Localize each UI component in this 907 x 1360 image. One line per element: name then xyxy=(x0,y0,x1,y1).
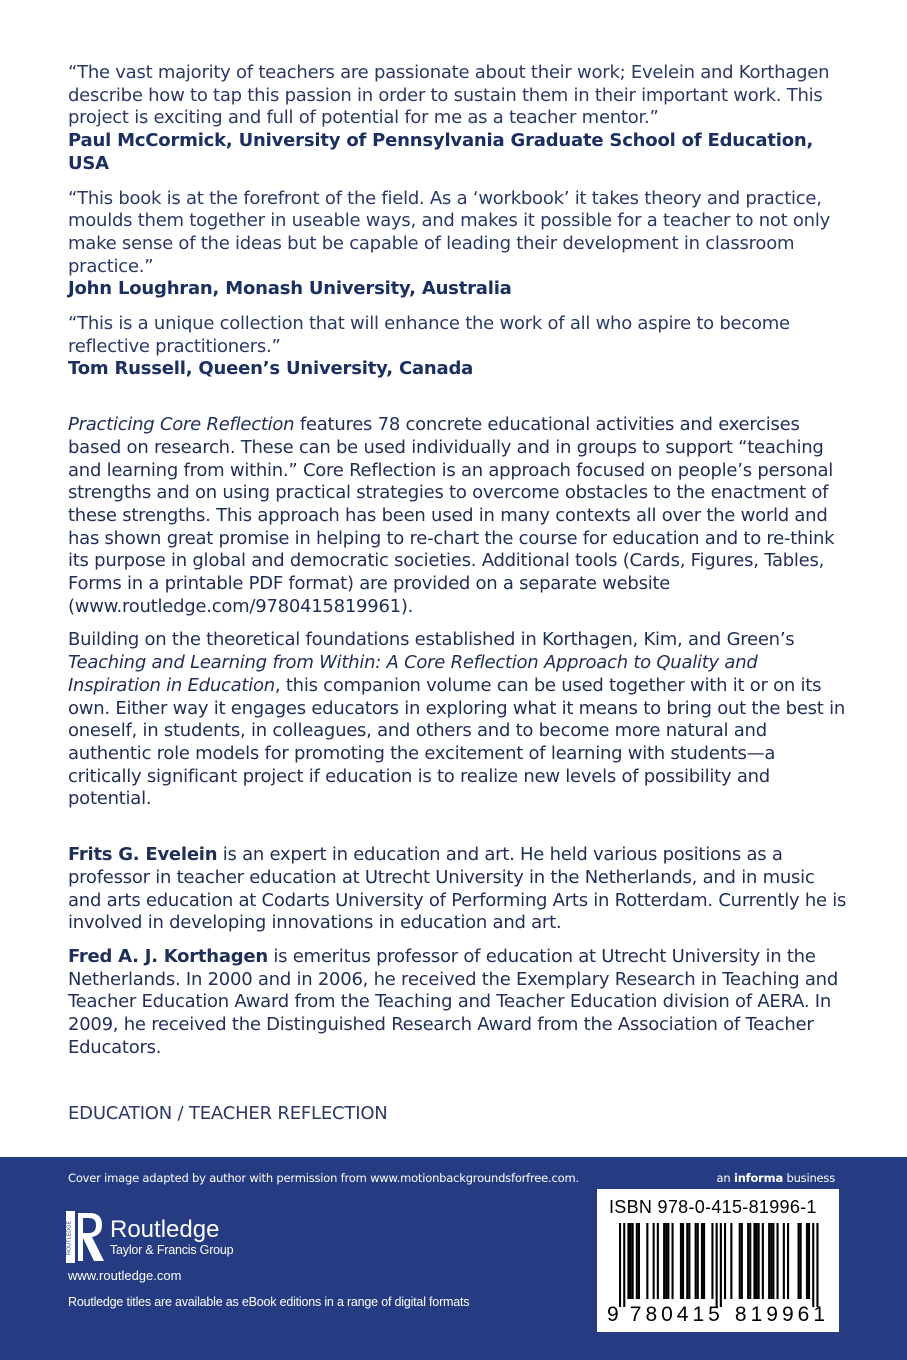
barcode-bar xyxy=(787,1223,789,1299)
barcode-bar xyxy=(638,1223,640,1299)
author-bio-text: is emeritus professor of education at Utrecht University in the Netherlands. In 2000 and in 2006, he received the Exemplary Research in Teaching and Teacher Education Award from the Teaching and Teacher Education division of AERA. In 2009, he received the Distinguished Research Award from the Association of Teacher Educators. xyxy=(68,945,838,1058)
barcode-bar xyxy=(756,1223,758,1299)
barcode-bar xyxy=(753,1223,755,1299)
back-cover-text xyxy=(68,62,848,1059)
cover-credit: Cover image adapted by author with permission from www.motionbackgroundsforfree.com. xyxy=(68,1171,579,1185)
informa-tagline: an informa business xyxy=(716,1171,835,1185)
author-bio-text: is an expert in education and art. He held various positions as a professor in teacher education at Utrecht University in the Netherlands, and in music and arts education at Codarts University of Performing Arts in Rotterdam. Currently he is involved in developing innovations in education and art. xyxy=(68,844,847,934)
barcode-bar xyxy=(686,1223,688,1299)
quote-attribution: Paul McCormick, University of Pennsylvania Graduate School of Education, USA xyxy=(68,130,814,174)
subject-category: EDUCATION / TEACHER REFLECTION xyxy=(68,1103,388,1124)
barcode-bar xyxy=(772,1223,774,1299)
quote-3 xyxy=(68,313,848,381)
description-paragraph-1 xyxy=(68,414,848,618)
barcode-bar xyxy=(806,1223,808,1299)
barcode-bar xyxy=(701,1223,703,1299)
barcode-bar xyxy=(758,1223,760,1299)
quote-2 xyxy=(68,188,848,302)
barcode-bar xyxy=(730,1223,732,1299)
barcode-bar xyxy=(724,1223,726,1299)
publisher-footer xyxy=(0,1157,907,1360)
barcode-bar xyxy=(632,1223,634,1299)
barcode-bar xyxy=(636,1223,638,1299)
barcode-bar xyxy=(741,1223,743,1299)
barcode-bar xyxy=(682,1223,684,1299)
description-text: Building on the theoretical foundations established in Korthagen, Kim, and Green’s xyxy=(68,629,795,651)
barcode-bar xyxy=(619,1223,621,1307)
barcode-bar xyxy=(663,1223,665,1299)
barcode-bar xyxy=(672,1223,674,1299)
quote-text: “The vast majority of teachers are passionate about their work; Evelein and Korthagen describe how to tap this passion in order to sustain them in their important work. This project is exciting and full of potential for me as a teacher mentor.” xyxy=(68,62,830,129)
publisher-name: Routledge xyxy=(110,1216,220,1243)
barcode-bar xyxy=(653,1223,655,1299)
barcode-bar xyxy=(627,1223,629,1299)
barcode-bar xyxy=(697,1223,699,1299)
barcode-bar xyxy=(747,1223,749,1299)
quote-text: “This is a unique collection that will enhance the work of all who aspire to become reflective practitioners.” xyxy=(68,313,790,357)
barcode-bars xyxy=(605,1223,831,1307)
barcode-bar xyxy=(720,1223,722,1307)
description-paragraph-2 xyxy=(68,629,848,811)
barcode-digit-group-2: 819961 xyxy=(734,1303,829,1326)
barcode-bar xyxy=(716,1223,718,1307)
companion-book-title: Teaching and Learning from Within: A Core Reflection Approach to Quality and Inspiration in Education xyxy=(68,652,758,696)
barcode-digits xyxy=(597,1303,839,1327)
publisher-group: Taylor & Francis Group xyxy=(110,1243,234,1257)
barcode-bar xyxy=(667,1223,669,1299)
quote-text: “This book is at the forefront of the field. As a ‘workbook’ it takes theory and practice, moulds them together in useable ways, and makes it possible for a teacher to not only make sense of the ideas but be capable of leading their development in classroom practice.” xyxy=(68,187,830,277)
barcode-bar xyxy=(816,1223,818,1307)
barcode-bar xyxy=(800,1223,802,1299)
barcode-digit-lead: 9 xyxy=(607,1303,619,1326)
barcode-bar xyxy=(777,1223,779,1299)
barcode-bar xyxy=(680,1223,682,1299)
barcode-bar xyxy=(711,1223,713,1299)
author-bio-1 xyxy=(68,844,848,935)
author-bio-2 xyxy=(68,946,848,1060)
barcode-bar xyxy=(798,1223,800,1299)
barcode-bar xyxy=(703,1223,705,1299)
barcode-bar xyxy=(770,1223,772,1299)
barcode-bar xyxy=(808,1223,810,1299)
quote-attribution: Tom Russell, Queen’s University, Canada xyxy=(68,358,474,380)
barcode-bar xyxy=(623,1223,625,1307)
quote-attribution: John Loughran, Monash University, Australia xyxy=(68,278,512,300)
description-text: , this companion volume can be used together with it or on its own. Either way it engages educators in exploring what it means to bring out the best in oneself, in students, in colleagues, and others and to become more natural and authentic role models for promoting the excitement of learning with students—a critically significant project if education is to realize new levels of possibility and potential. xyxy=(68,674,845,810)
barcode-bar xyxy=(630,1223,632,1299)
barcode-bar xyxy=(739,1223,741,1299)
barcode-bar xyxy=(749,1223,751,1299)
barcode-bar xyxy=(646,1223,648,1299)
book-title: Practicing Core Reflection xyxy=(68,414,295,436)
routledge-logo xyxy=(66,1209,233,1265)
publisher-website: www.routledge.com xyxy=(68,1268,182,1283)
barcode-bar xyxy=(768,1223,770,1299)
barcode-bar xyxy=(695,1223,697,1299)
quote-1 xyxy=(68,62,848,176)
barcode-digit-group-1: 780415 xyxy=(629,1303,724,1326)
ebook-note: Routledge titles are available as eBook editions in a range of digital formats xyxy=(68,1295,470,1309)
barcode-bar xyxy=(783,1223,785,1299)
svg-text:ROUTLEDGE: ROUTLEDGE xyxy=(66,1220,73,1255)
routledge-r-icon xyxy=(66,1209,106,1265)
barcode-bar xyxy=(665,1223,667,1299)
isbn-barcode xyxy=(597,1189,839,1332)
isbn-label: ISBN 978-0-415-81996-1 xyxy=(609,1197,817,1217)
author-name: Frits G. Evelein xyxy=(68,844,218,866)
description-text: features 78 concrete educational activities and exercises based on research. These can be used individually and in groups to support “teaching and learning from within.” Core Reflection is an approach focused on people’s personal strengths and on using practical strategies to overcome obstacles to the enactment of these strengths. This approach has been used in many contexts all over the world and has shown great promise in helping to re-chart the course for education and to re-think its purpose in global and democratic societies. Additional tools (Cards, Figures, Tables, Forms in a printable PDF format) are provided on a separate website (www.routledge.com/9780415819961). xyxy=(68,414,835,617)
barcode-bar xyxy=(762,1223,764,1299)
barcode-bar xyxy=(688,1223,690,1299)
author-name: Fred A. J. Korthagen xyxy=(68,945,268,967)
barcode-bar xyxy=(657,1223,659,1299)
barcode-bar xyxy=(812,1223,814,1307)
